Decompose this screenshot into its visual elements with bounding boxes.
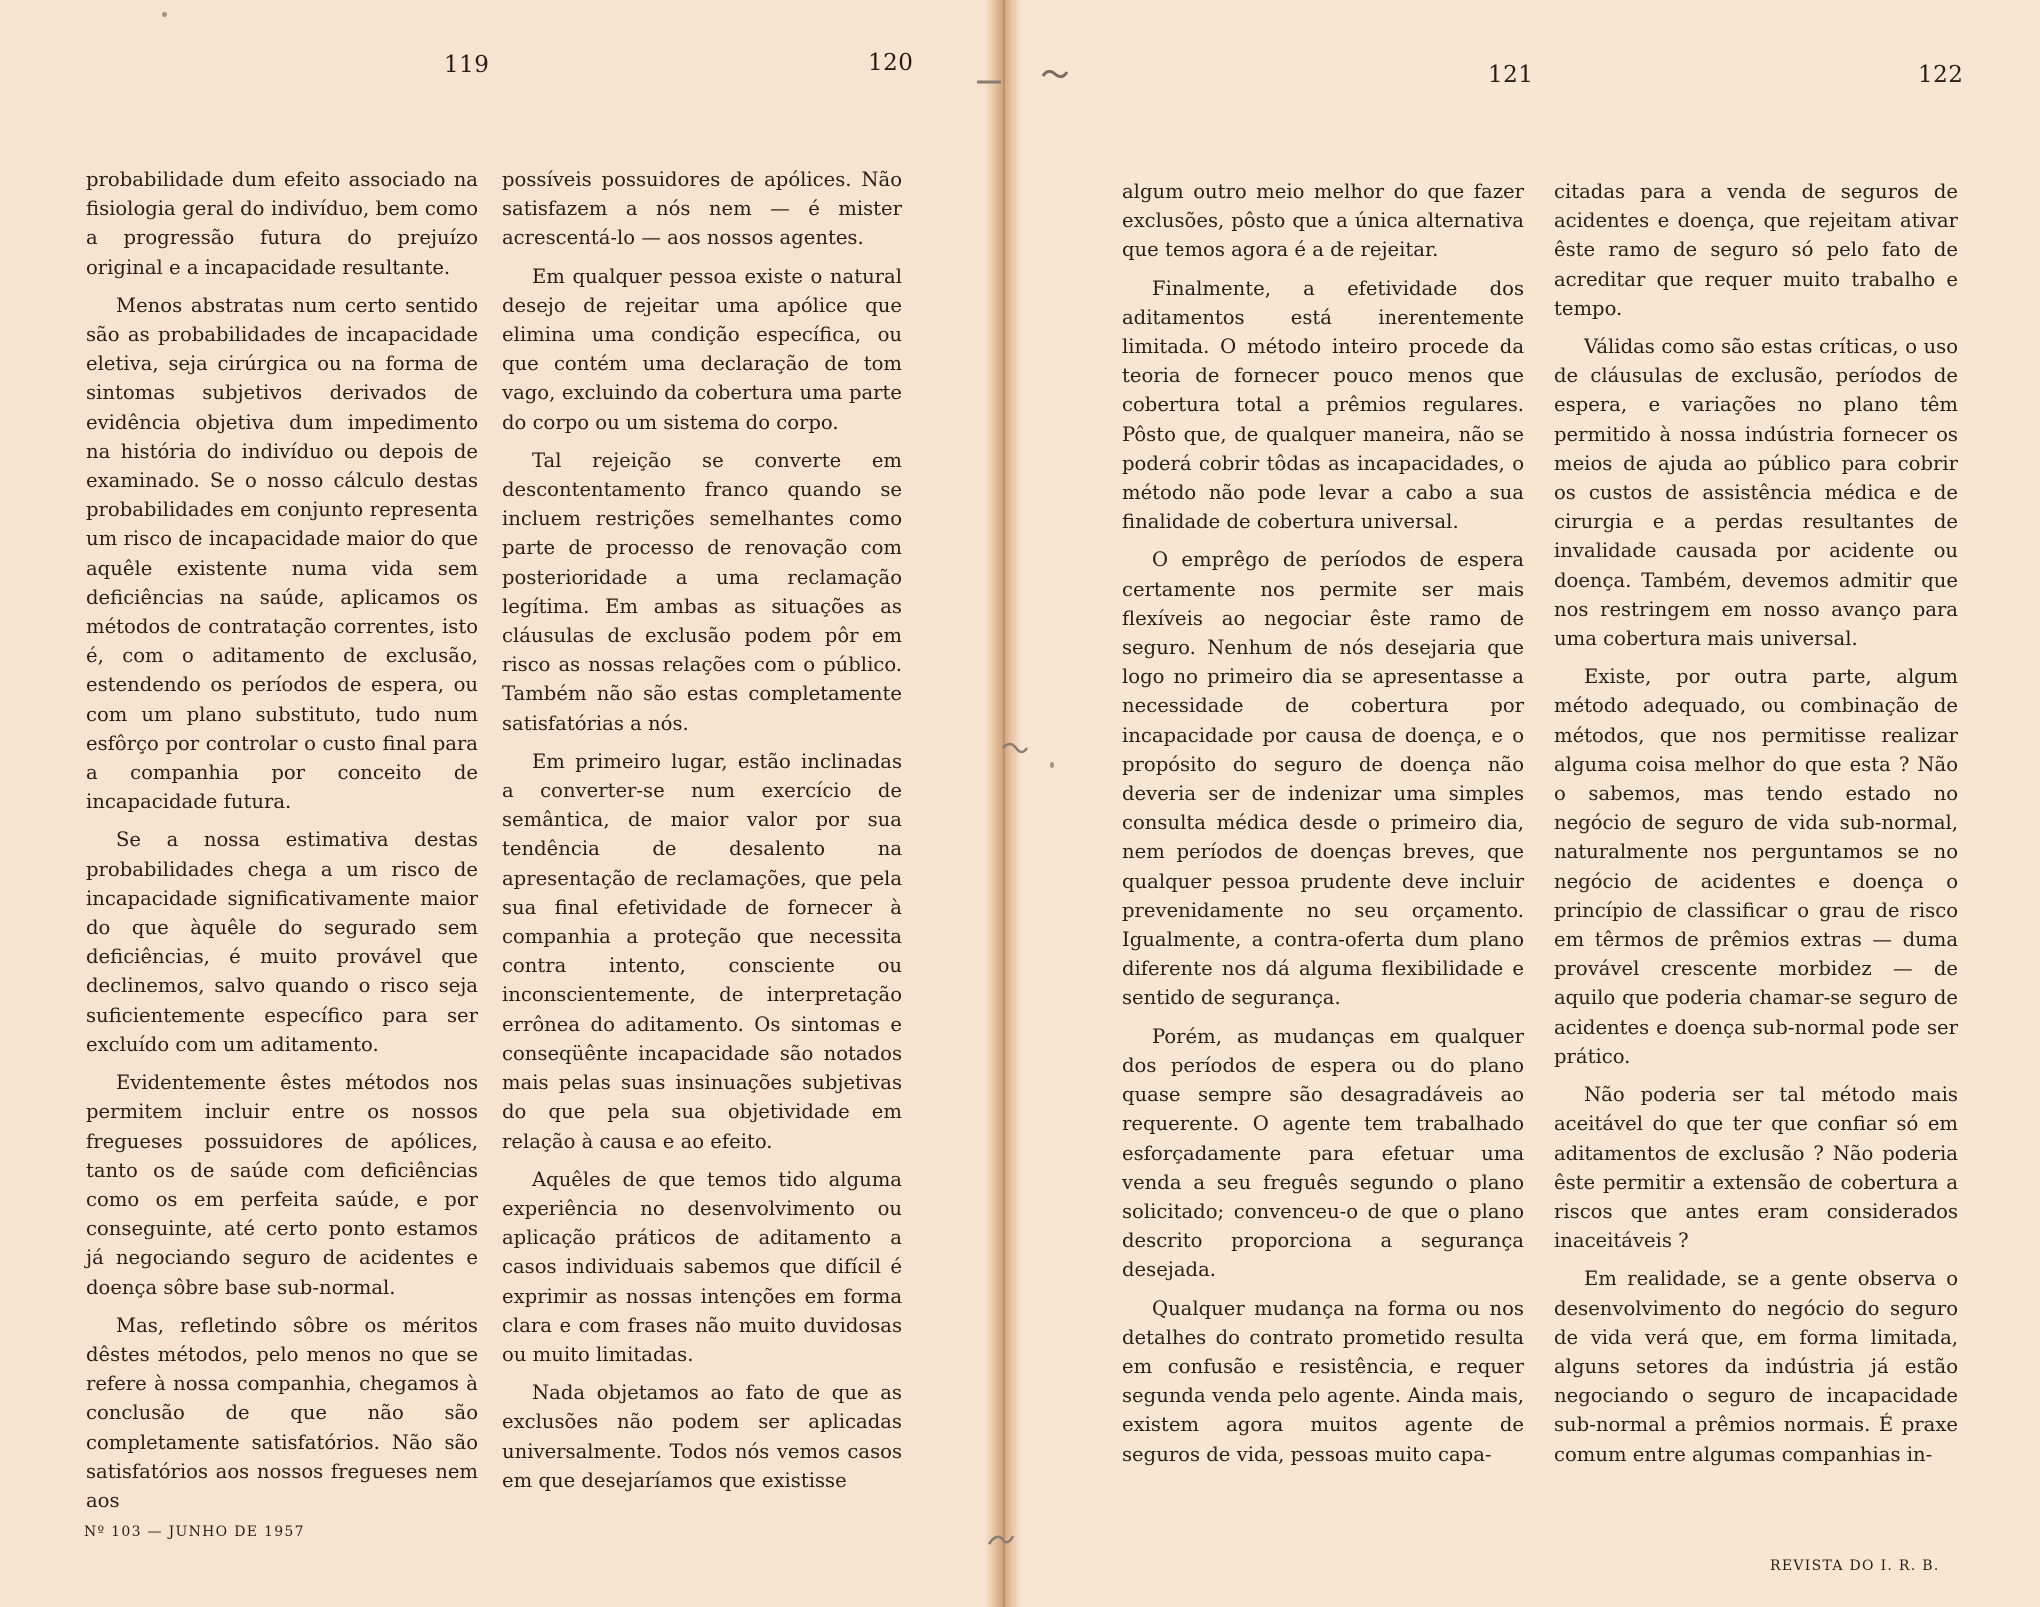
paragraph: citadas para a venda de seguros de acidentes e doença, que rejeitam ativar êste ramo de seguro só pelo fato de acreditar que requer muito trabalho e tempo. [1554,180,1958,320]
paragraph: probabilidade dum efeito associado na fisiologia geral do indivíduo, bem como a progressão futura do prejuízo original e a incapacidade resultante. [86,168,478,279]
binding-fold [1003,0,1005,1607]
paragraph: Evidentemente êstes métodos nos permitem incluir entre os nossos fregueses possuidores de apólices, tanto os de saúde com deficiências como os em perfeita saúde, e por conseguinte, até certo ponto estamos já negociando seguro de acidentes e doença sôbre base sub-normal. [86,1071,478,1299]
column-page-122 [1554,177,1958,1478]
ink-speck [162,12,167,17]
staple-middle-icon [1000,738,1030,758]
page-number-121: 121 [1488,62,1534,88]
paragraph: algum outro meio melhor do que fazer exclusões, pôsto que a única alternativa que temos agora é a de rejeitar. [1122,180,1524,262]
paragraph: Nada objetamos ao fato de que as exclusões não podem ser aplicadas universalmente. Todos nós vemos casos em que desejaríamos que existisse [502,1381,902,1492]
staple-mark-icon [975,72,1005,92]
paragraph: Menos abstratas num certo sentido são as probabilidades de incapacidade eletiva, seja cirúrgica ou na forma de sintomas subjetivos derivados de evidência objetiva dum impedimento na história do indivíduo ou depois de examinado. Se o nosso cálculo destas probabilidades em conjunto representa um risco de incapacidade maior do que aquêle existente numa vida sem deficiências na saúde, aplicamos os métodos de contratação correntes, isto é, com o aditamento de exclusão, estendendo os períodos de espera, ou com um plano substituto, tudo num esfôrço por controlar o custo final para a companhia por conceito de incapacidade futura. [86,293,478,814]
paragraph: O emprêgo de períodos de espera certamente nos permite ser mais flexíveis ao negociar êste ramo de seguro. Nenhum de nós desejaria que logo no primeiro dia se apresentasse a necessidade de cobertura por incapacidade por causa de doença, e o propósito do seguro de doença não deveria ser de indenizar uma simples consulta médica desde o primeiro dia, nem períodos de doenças breves, que qualquer pessoa prudente deve incluir prevenidamente no seu orçamento. Igualmente, a contra-oferta dum plano diferente nos dá alguma flexibilidade e sentido de segurança. [1122,548,1524,1010]
page-number-119: 119 [444,52,490,78]
paragraph: Em qualquer pessoa existe o natural desejo de rejeitar uma apólice que elimina uma condição específica, ou que contém uma declaração de tom vago, excluindo da cobertura uma parte do corpo ou um sistema do corpo. [502,264,902,434]
staple-bottom-icon [985,1530,1015,1550]
column-page-121 [1122,177,1524,1478]
page-number-122: 122 [1918,62,1964,88]
paragraph: Tal rejeição se converte em descontentamento franco quando se incluem restrições semelhantes como parte de processo de renovação com posterioridade a uma reclamação legítima. Em ambas as situações as cláusulas de exclusão podem pôr em risco as nossas relações com o público. Também não são estas completamente satisfatórias a nós. [502,448,902,735]
paragraph: Não poderia ser tal método mais aceitável do que ter que confiar só em aditamentos de exclusão ? Não poderia êste permitir a extensão de cobertura a riscos que antes eram considerados inaceitáveis ? [1554,1083,1958,1253]
paragraph: Se a nossa estimativa destas probabilidades chega a um risco de incapacidade significativamente maior do que àquêle do segurado sem deficiências, é muito provável que declinemos, salvo quando o risco seja suficientemente específico para ser excluído com um aditamento. [86,828,478,1056]
footer-journal: REVISTA DO I. R. B. [1770,1558,1940,1574]
page-number-120: 120 [868,50,914,76]
paragraph: Mas, refletindo sôbre os méritos dêstes métodos, pelo menos no que se refere à nossa companhia, chegamos à conclusão de que não são completamente satisfatórios. Não são satisfatórios aos nossos fregueses nem aos [86,1313,478,1512]
paragraph: Válidas como são estas críticas, o uso de cláusulas de exclusão, períodos de espera, e variações no plano têm permitido à nossa indústria fornecer os meios de ajuda ao público para cobrir os custos de assistência médica e de cirurgia e a perdas resultantes de invalidade causada por acidente ou doença. Também, devemos admitir que nos restringem em nosso avanço para uma cobertura mais universal. [1554,335,1958,651]
paragraph: Existe, por outra parte, algum método adequado, ou combinação de métodos, que nos permitisse realizar alguma coisa melhor do que esta ? Não o sabemos, mas tendo estado no negócio de seguro de vida sub-normal, naturalmente nos perguntamos se no negócio de acidentes e doença o princípio de classificar o grau de risco em têrmos de prêmios extras — duma provável crescente morbidez — de aquilo que poderia chamar-se seguro de acidentes e doença sub-normal pode ser prático. [1554,665,1958,1068]
paragraph: Em primeiro lugar, estão inclinadas a converter-se num exercício de semântica, de maior valor por sua tendência de desalento na apresentação de reclamações, que pela sua final efetividade de fornecer à companhia a proteção que necessita contra intento, consciente ou inconscientemente, de interpretação errônea do aditamento. Os sintomas e conseqüênte incapacidade são notados mais pelas suas insinuações subjetivas do que pela sua objetividade em relação à causa e ao efeito. [502,749,902,1153]
column-page-119 [86,165,478,1524]
footer-issue: Nº 103 — JUNHO DE 1957 [84,1524,305,1540]
paragraph: Porém, as mudanças em qualquer dos períodos de espera ou do plano quase sempre são desagradáveis ao requerente. O agente tem trabalhado esforçadamente para efetuar uma venda a seu freguês segundo o plano solicitado; convenceu-o de que o plano descrito proporciona a segurança desejada. [1122,1024,1524,1282]
staple-top-icon [1040,64,1070,84]
paragraph: possíveis possuidores de apólices. Não satisfazem a nós nem — é mister acrescentá-lo — aos nossos agentes. [502,168,902,250]
ink-speck [1050,762,1054,768]
paragraph: Qualquer mudança na forma ou nos detalhes do contrato prometido resulta em confusão e resistência, e requer segunda venda pelo agente. Ainda mais, existem agora muitos agente de seguros de vida, pessoas muito capa- [1122,1296,1524,1466]
column-page-120 [502,165,902,1504]
paragraph: Em realidade, se a gente observa o desenvolvimento do negócio do seguro de vida verá que, em forma limitada, alguns setores da indústria já estão negociando o seguro de incapacidade sub-normal a prêmios normais. É praxe comum entre algumas companhias in- [1554,1267,1958,1466]
paragraph: Finalmente, a efetividade dos aditamentos está inerentemente limitada. O método inteiro procede da teoria de fornecer pouco menos que cobertura total a prêmios regulares. Pôsto que, de qualquer maneira, não se poderá cobrir tôdas as incapacidades, o método não pode levar a cabo a sua finalidade de cobertura universal. [1122,276,1524,534]
paragraph: Aquêles de que temos tido alguma experiência no desenvolvimento ou aplicação práticos de aditamento a casos individuais sabemos que difícil é exprimir as nossas intenções em forma clara e com frases não muito duvidosas ou muito limitadas. [502,1167,902,1366]
